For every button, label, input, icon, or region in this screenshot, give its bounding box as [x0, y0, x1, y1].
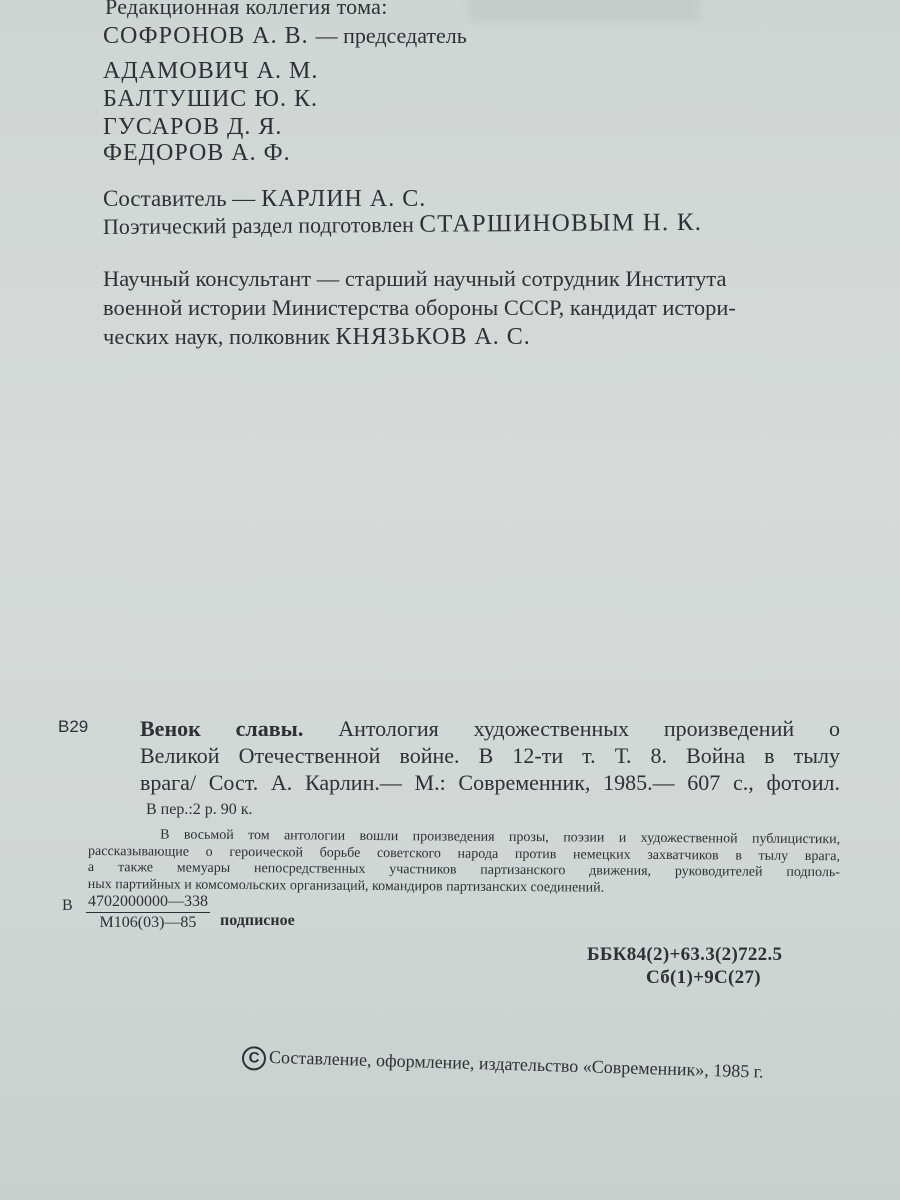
consultant-line-3-text: ческих наук, полковник [103, 324, 336, 349]
member-name: АДАМОВИЧ А. М. [103, 58, 319, 84]
catalog-line-3: врага/ Сост. А. Карлин.— М.: Современник, 1985.— 607 с., фотоил. [140, 770, 840, 795]
consultant-line-2: военной истории Министерства обороны СССР, кандидат истори- [103, 295, 736, 320]
consultant-line-1: Научный консультант — старший научный сотрудник Института [103, 266, 727, 291]
bleed-through-text [470, 0, 700, 22]
consultant-name: КНЯЗЬКОВ А. С. [335, 324, 531, 350]
index-denominator: М106(03)—85 [99, 914, 197, 931]
catalog-entry [140, 715, 840, 796]
book-title: Венок славы. [140, 716, 304, 741]
copyright-line [242, 1046, 764, 1085]
annotation-line: В восьмой том антологии вошли произведения прозы, поэзии и художественной публицистики, [160, 827, 841, 848]
catalog-line-1-rest: Антология художественных произведений о [303, 716, 840, 741]
catalog-line-2: Великой Отечественной войне. В 12-ти т. Т. 8. Война в тылу [140, 743, 840, 768]
index-numerator: 4702000000—338 [86, 893, 210, 913]
member-name: ФЕДОРОВ А. Ф. [103, 140, 291, 166]
price: В пер.:2 р. 90 к. [146, 801, 253, 818]
copyright-icon: C [242, 1046, 267, 1071]
consultant-block [103, 264, 736, 352]
annotation-line: рассказывающие о героической борьбе советского народа против немецких захватчиков в тылу врага, [88, 843, 841, 864]
bbk-line-1: ББК84(2)+63.3(2)722.5 [587, 944, 783, 965]
catalog-code: В29 [58, 717, 89, 736]
poetry-label: Поэтический раздел подготовлен [102, 211, 420, 239]
compiler-label: Составитель — [103, 186, 262, 211]
catalog-line-1 [140, 715, 840, 742]
compiler-line [103, 186, 426, 213]
poetry-section-line [103, 209, 702, 241]
member-name: ГУСАРОВ Д. Я. [103, 114, 283, 140]
bbk-line-2: Сб(1)+9С(27) [646, 967, 761, 988]
index-letter: В [62, 897, 73, 914]
editorial-board-title: Редакционная коллегия тома: [105, 0, 388, 19]
index-fraction [86, 893, 210, 932]
board-member [103, 23, 467, 50]
consultant-line-3 [103, 322, 736, 352]
annotation-line: ных партийных и комсомольских организаций, командиров партизанских соединений. [87, 876, 605, 896]
board-member [103, 58, 318, 85]
member-name: БАЛТУШИС Ю. К. [103, 86, 318, 112]
member-name: СОФРОНОВ А. В. [103, 23, 309, 49]
annotation-line: а также мемуары непосредственных участников партизанского движения, руководителей подполь- [87, 860, 840, 881]
member-role: — председатель [315, 23, 467, 48]
subscription-label: подписное [220, 912, 295, 929]
poetry-editor-name: СТАРШИНОВЫМ Н. К. [419, 208, 703, 238]
board-member [103, 140, 291, 167]
board-member [103, 114, 282, 141]
compiler-name: КАРЛИН А. С. [261, 186, 427, 212]
annotation [88, 827, 840, 898]
board-member [103, 86, 318, 113]
copyright-text: Составление, оформление, издательство «Современник», 1985 г. [268, 1046, 764, 1082]
